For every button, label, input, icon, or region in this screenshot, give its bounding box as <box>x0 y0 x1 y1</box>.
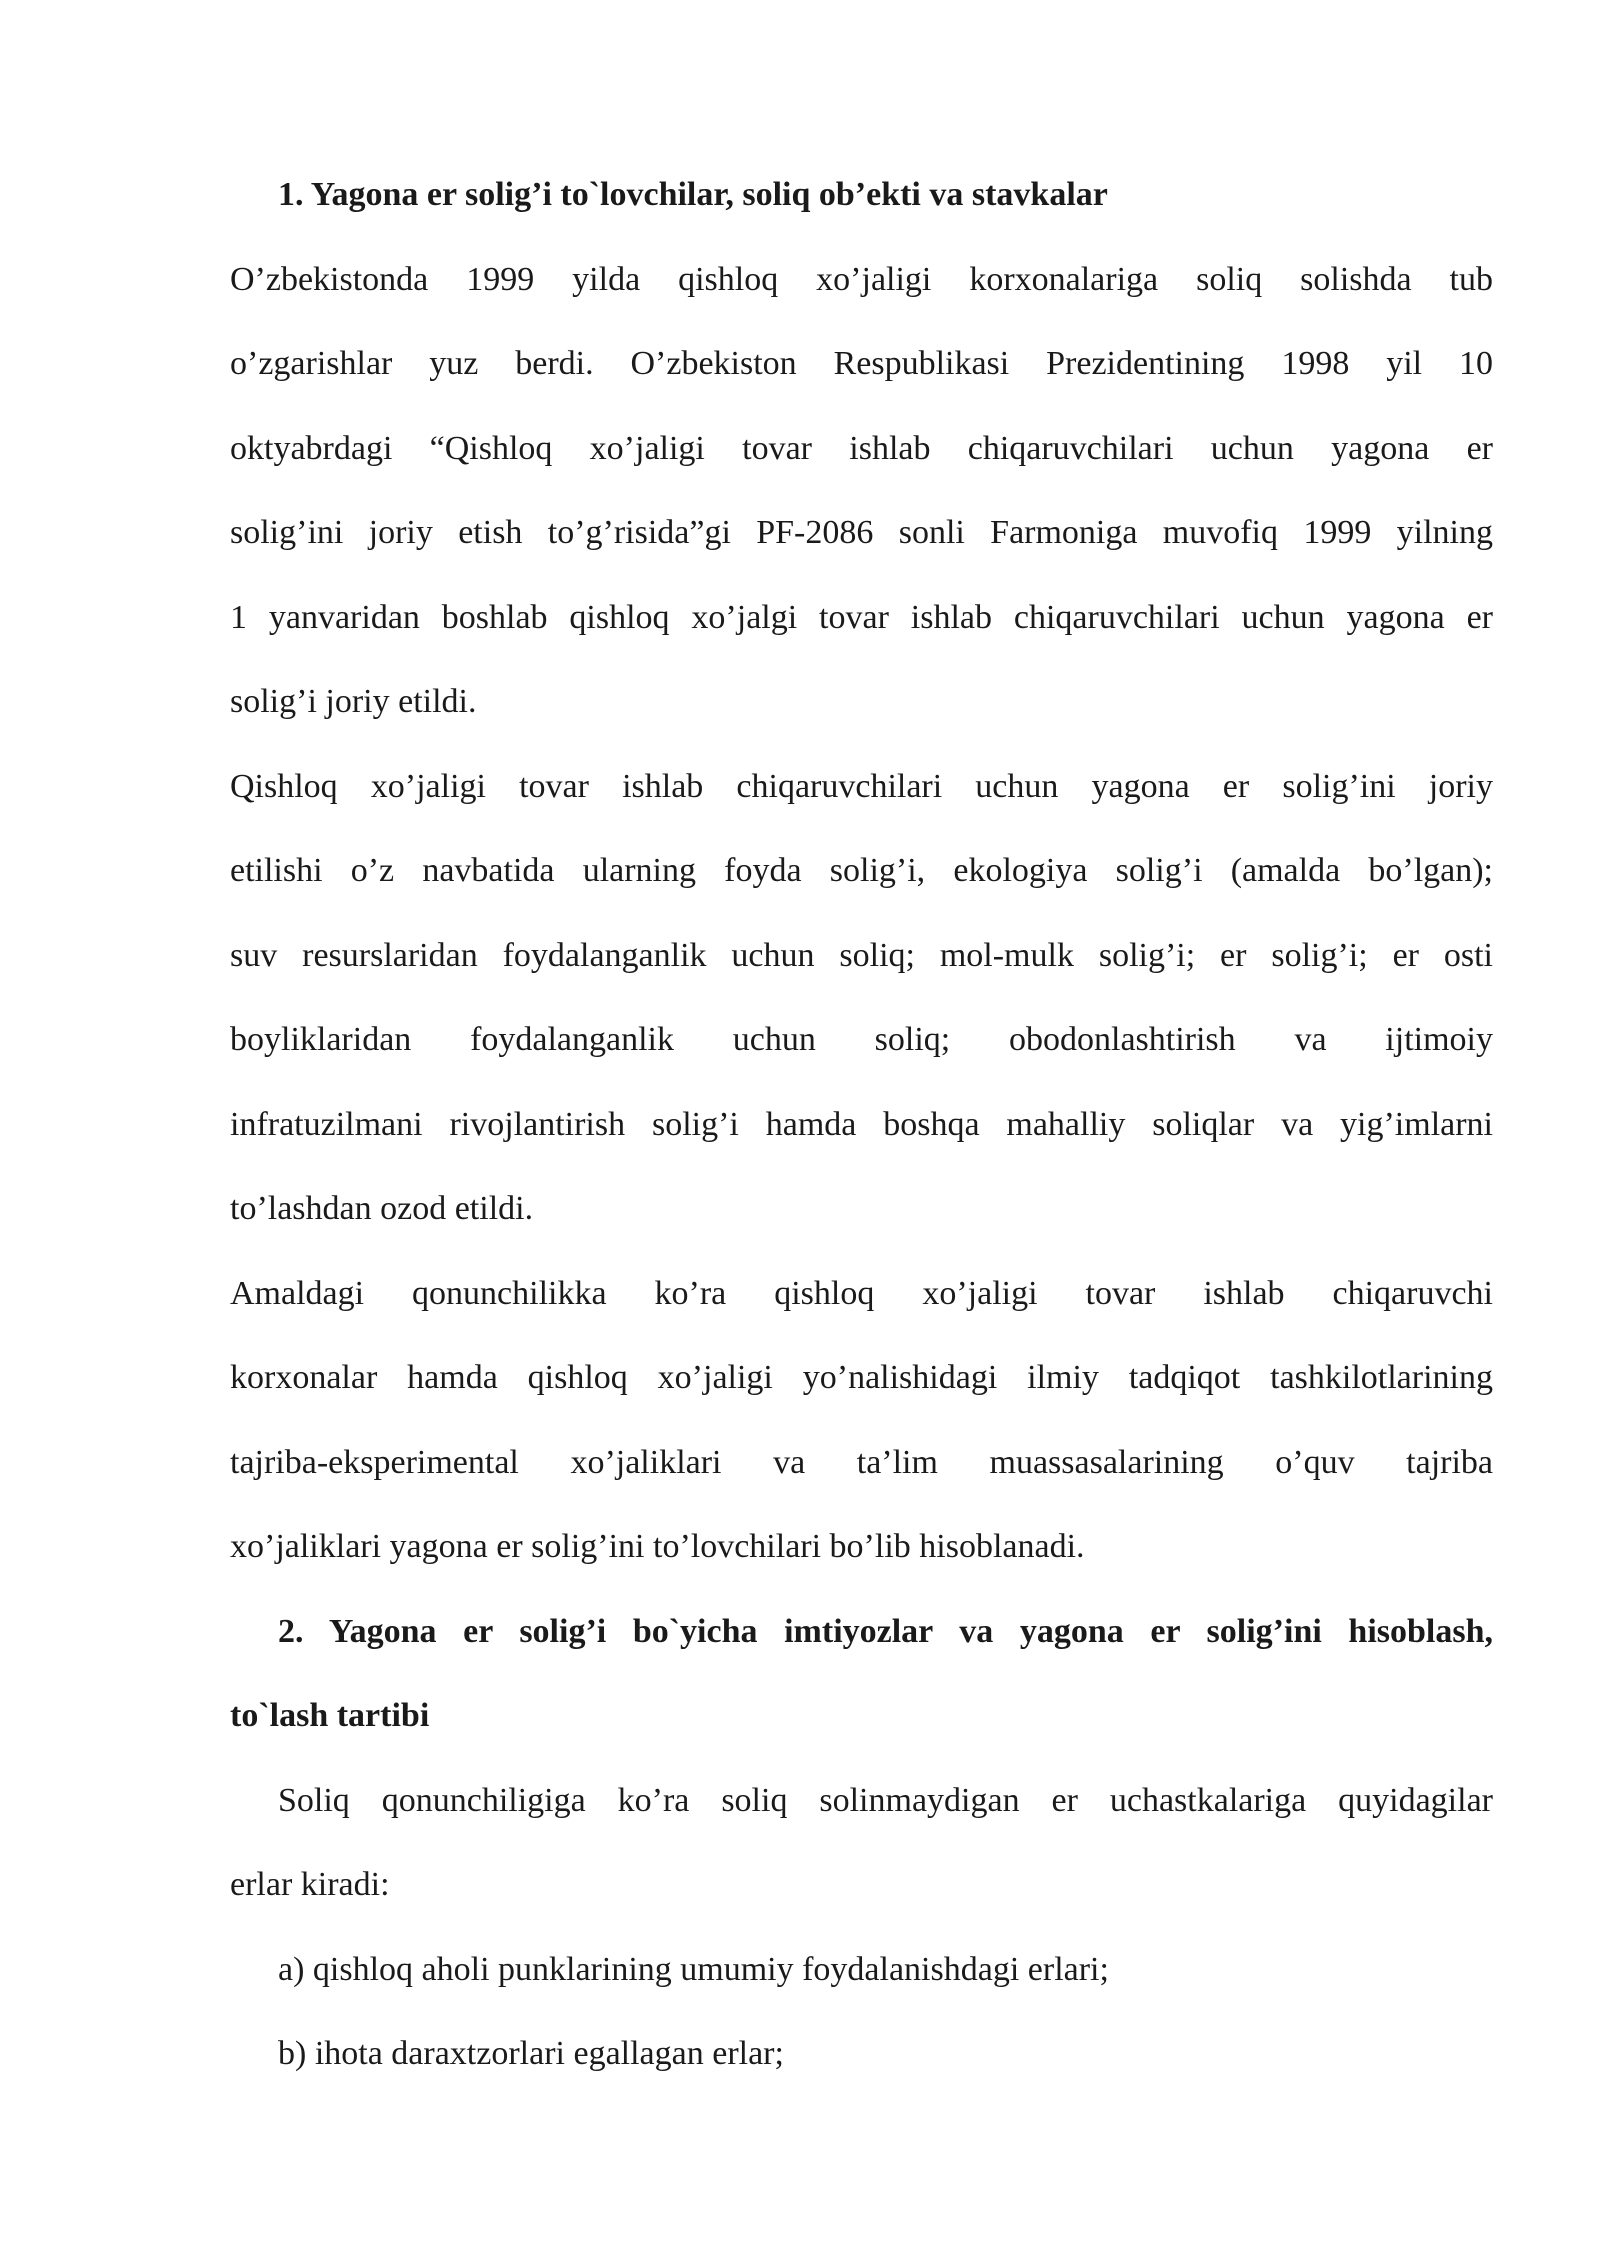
paragraph-3-line: xo’jaliklari yagona er solig’ini to’lovchilari bo’lib hisoblanadi. <box>230 1528 1085 1565</box>
list-item-a: a) qishloq aholi punklarining umumiy foydalanishdagi erlari; <box>278 1950 1109 1988</box>
paragraph-1-line: o’zgarishlar yuz berdi. O’zbekiston Respublikasi Prezidentining 1998 yil 10 <box>230 345 1493 382</box>
section-1-heading: 1. Yagona er solig’i to`lovchilar, soliq ob’ekti va stavkalar <box>278 176 1108 213</box>
paragraph-2-line: boyliklaridan foydalanganlik uchun soliq; obodonlashtirish va ijtimoiy <box>230 1021 1493 1058</box>
paragraph-2-line: infratuzilmani rivojlantirish solig’i hamda boshqa mahalliy soliqlar va yig’imlarni <box>230 1105 1493 1143</box>
paragraph-4-line: erlar kiradi: <box>230 1866 390 1903</box>
section-2-heading: to`lash tartibi <box>230 1697 430 1734</box>
paragraph-2-line: suv resurslaridan foydalanganlik uchun soliq; mol-mulk solig’i; er solig’i; er osti <box>230 936 1493 974</box>
paragraph-2-line: etilishi o’z navbatida ularning foyda solig’i, ekologiya solig’i (amalda bo’lgan); <box>230 852 1493 889</box>
section-2-heading: 2. Yagona er solig’i bo`yicha imtiyozlar va yagona er solig’ini hisoblash, <box>278 1612 1493 1650</box>
paragraph-2-line: Qishloq xo’jaligi tovar ishlab chiqaruvchilari uchun yagona er solig’ini joriy <box>230 767 1493 805</box>
paragraph-3-line: tajriba-eksperimental xo’jaliklari va ta’lim muassasalarining o’quv tajriba <box>230 1443 1493 1481</box>
paragraph-3-line: korxonalar hamda qishloq xo’jaligi yo’nalishidagi ilmiy tadqiqot tashkilotlarining <box>230 1359 1493 1396</box>
paragraph-1-line: O’zbekistonda 1999 yilda qishloq xo’jaligi korxonalariga soliq solishda tub <box>230 260 1493 298</box>
document-page <box>230 168 1493 2112</box>
paragraph-2-line: to’lashdan ozod etildi. <box>230 1190 534 1227</box>
paragraph-1-line: solig’i joriy etildi. <box>230 683 477 720</box>
paragraph-1-line: 1 yanvaridan boshlab qishloq xo’jalgi tovar ishlab chiqaruvchilari uchun yagona er <box>230 598 1493 636</box>
paragraph-1-line: solig’ini joriy etish to’g’risida”gi PF-2086 sonli Farmoniga muvofiq 1999 yilning <box>230 514 1493 551</box>
paragraph-4-line: Soliq qonunchiligiga ko’ra soliq solinmaydigan er uchastkalariga quyidagilar <box>278 1781 1493 1819</box>
paragraph-3-line: Amaldagi qonunchilikka ko’ra qishloq xo’jaligi tovar ishlab chiqaruvchi <box>230 1274 1493 1312</box>
paragraph-1-line: oktyabrdagi “Qishloq xo’jaligi tovar ishlab chiqaruvchilari uchun yagona er <box>230 429 1493 467</box>
list-item-b: b) ihota daraxtzorlari egallagan erlar; <box>278 2035 784 2072</box>
